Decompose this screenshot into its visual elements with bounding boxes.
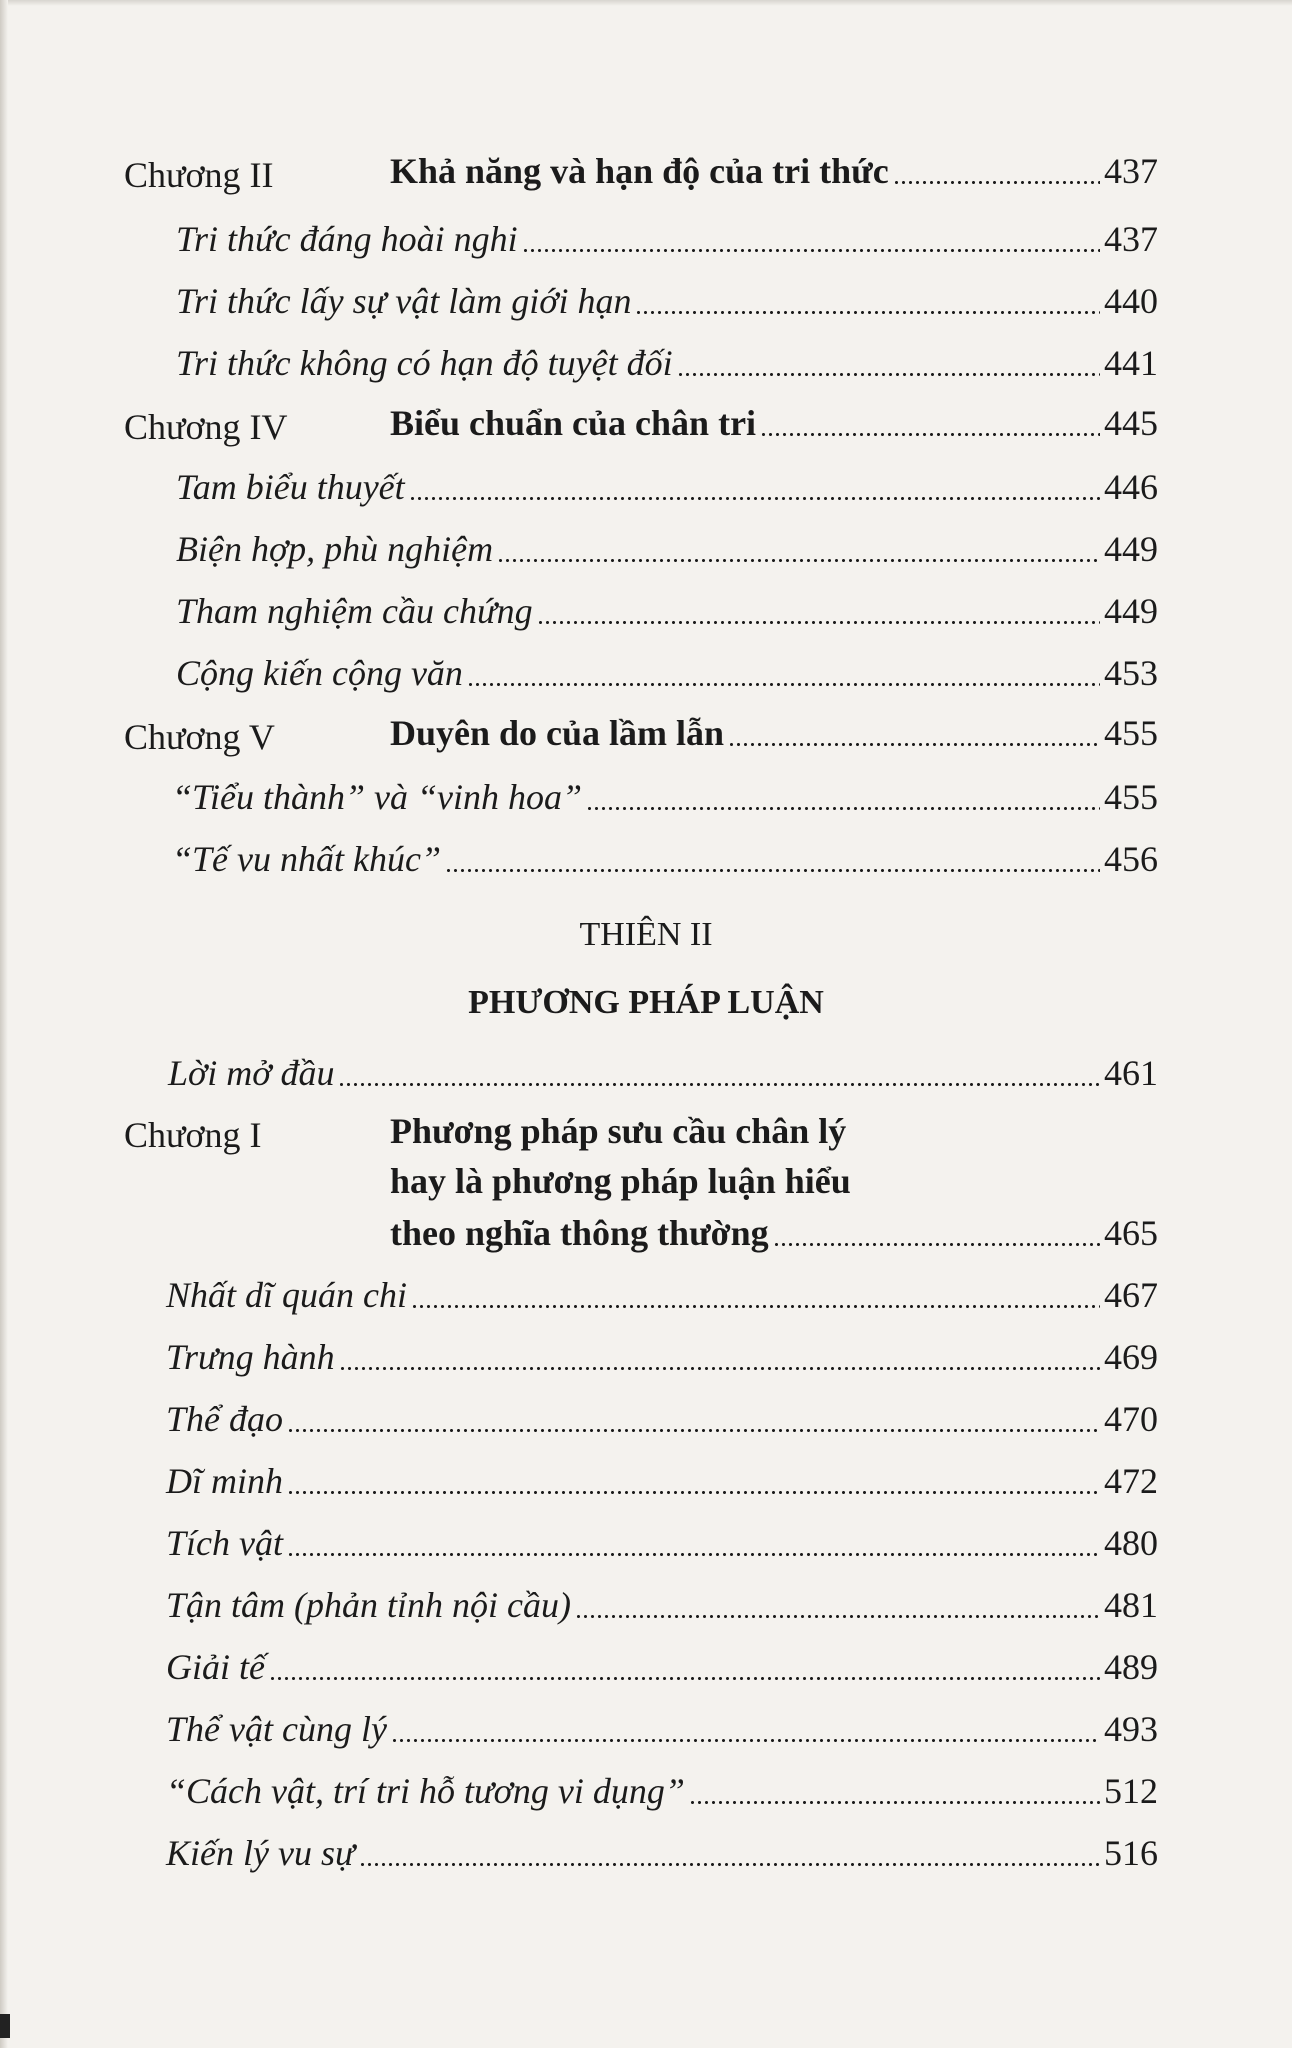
page-number: 489 [1104,1647,1158,1687]
page-number: 441 [1104,343,1158,383]
section-title: Cộng kiến cộng văn [176,653,463,693]
toc-section-row[interactable] [172,776,1158,818]
page-number: 480 [1104,1523,1158,1563]
section-title: Biện hợp, phù nghiệm [176,529,494,569]
toc-section-row[interactable] [172,838,1158,880]
page-number: 446 [1104,467,1158,507]
page-number: 449 [1104,529,1158,569]
page-number: 449 [1104,591,1158,631]
chapter-title: Khả năng và hạn độ của tri thức [390,151,889,191]
dot-leader [359,1863,1100,1866]
page-number: 516 [1104,1833,1158,1873]
chapter-title: Biểu chuẩn của chân tri [390,403,757,443]
page-number: 461 [1104,1053,1158,1093]
page-number: 472 [1104,1461,1158,1501]
toc-chapter-row[interactable] [390,712,1158,754]
dot-leader [760,433,1100,436]
toc-section-row[interactable] [166,1274,1158,1316]
section-title: Lời mở đầu [168,1053,335,1093]
toc-section-row[interactable] [166,1460,1158,1502]
dot-leader [689,1801,1100,1804]
page-number: 453 [1104,653,1158,693]
dot-leader [391,1739,1100,1742]
page-number: 467 [1104,1275,1158,1315]
dot-leader [773,1243,1100,1246]
page-number: 481 [1104,1585,1158,1625]
dot-leader [467,683,1100,686]
chapter-title: Duyên do của lầm lẫn [390,713,725,753]
page-number: 440 [1104,281,1158,321]
toc-chapter-row[interactable] [390,150,1158,192]
page-number: 512 [1104,1771,1158,1811]
chapter-title-line: hay là phương pháp luận hiểu [390,1161,851,1201]
section-title: Tham nghiệm cầu chứng [176,591,533,631]
dot-leader [339,1367,1100,1370]
section-title: Tri thức đáng hoài nghi [176,219,518,259]
section-title: Trưng hành [166,1337,335,1377]
toc-section-row[interactable] [166,1708,1158,1750]
toc-section-row[interactable] [166,1646,1158,1688]
section-title: Dĩ minh [166,1461,283,1501]
toc-section-row[interactable] [166,1832,1158,1874]
section-title: “Tiểu thành” và “vinh hoa” [172,777,583,817]
part-heading: THIÊN II [579,916,713,953]
chapter-label: Chương IV [124,407,288,447]
dot-leader [575,1615,1100,1618]
toc-section-row[interactable] [176,280,1158,322]
dot-leader [269,1677,1100,1680]
section-title: Tích vật [166,1523,283,1563]
dot-leader [287,1429,1100,1432]
page-number: 456 [1104,839,1158,879]
dot-leader [287,1491,1100,1494]
section-title: Kiến lý vu sự [166,1833,355,1873]
dot-leader [635,311,1100,314]
section-title: Tận tâm (phản tỉnh nội cầu) [166,1585,571,1625]
toc-section-row[interactable] [166,1522,1158,1564]
section-title: Thể vật cùng lý [166,1709,387,1749]
chapter-label: Chương II [124,155,274,195]
page-number: 493 [1104,1709,1158,1749]
section-title: “Tế vu nhất khúc” [172,839,441,879]
page-number: 465 [1104,1213,1158,1253]
dot-leader [537,621,1100,624]
dot-leader [728,743,1100,746]
toc-chapter-row[interactable] [390,402,1158,444]
section-title: Tri thức không có hạn độ tuyệt đối [176,343,673,383]
dot-leader [586,807,1100,810]
dot-leader [411,1305,1100,1308]
page-number: 437 [1104,151,1158,191]
page-number: 437 [1104,219,1158,259]
toc-section-row[interactable] [166,1770,1158,1812]
page-number: 469 [1104,1337,1158,1377]
dot-leader [893,181,1100,184]
toc-section-row[interactable] [176,590,1158,632]
toc-section-row[interactable] [176,342,1158,384]
toc-intro-row[interactable] [168,1052,1158,1094]
chapter-label: Chương I [124,1115,262,1155]
section-title: “Cách vật, trí tri hỗ tương vi dụng” [166,1771,685,1811]
dot-leader [338,1083,1100,1086]
toc-chapter-row[interactable] [390,1212,1158,1254]
toc-section-row[interactable] [176,652,1158,694]
dot-leader [677,373,1100,376]
dot-leader [497,559,1100,562]
toc-section-row[interactable] [176,218,1158,260]
toc-section-row[interactable] [176,528,1158,570]
page-number: 445 [1104,403,1158,443]
chapter-title-line: Phương pháp sưu cầu chân lý [390,1111,847,1151]
dot-leader [522,249,1100,252]
toc-section-row[interactable] [166,1398,1158,1440]
chapter-title-line: theo nghĩa thông thường [390,1213,769,1253]
toc-section-row[interactable] [166,1584,1158,1626]
section-title: Thể đạo [166,1399,283,1439]
page-number: 455 [1104,713,1158,753]
toc-section-row[interactable] [176,466,1158,508]
chapter-label: Chương V [124,717,275,757]
page-number: 470 [1104,1399,1158,1439]
dot-leader [287,1553,1100,1556]
section-title: Tri thức lấy sự vật làm giới hạn [176,281,632,321]
toc-section-row[interactable] [166,1336,1158,1378]
section-title: Giải tế [166,1647,265,1687]
page-number: 455 [1104,777,1158,817]
dot-leader [409,497,1100,500]
dot-leader [445,869,1100,872]
section-title: Tam biểu thuyết [176,467,405,507]
section-heading: PHƯƠNG PHÁP LUẬN [468,984,824,1021]
section-title: Nhất dĩ quán chi [166,1275,407,1315]
